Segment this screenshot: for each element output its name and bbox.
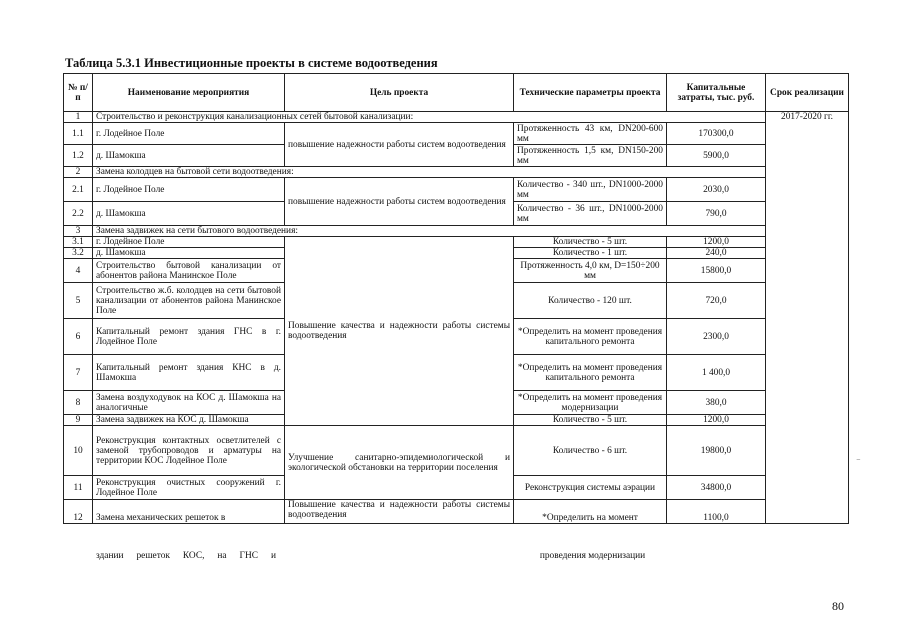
row-tech: *Определить на момент проведения модернизации xyxy=(514,391,667,415)
row-num: 5 xyxy=(64,283,93,319)
row-tech: Количество - 1 шт. xyxy=(514,248,667,259)
row-capex: 170300,0 xyxy=(667,123,766,145)
row-num: 3.2 xyxy=(64,248,93,259)
section-num: 2 xyxy=(64,167,93,178)
row-capex: 34800,0 xyxy=(667,476,766,500)
row-num: 9 xyxy=(64,415,93,426)
row-tech: Протяженность 4,0 км, D=150÷200 мм xyxy=(514,259,667,283)
row-tech: *Определить на момент проведения капитального ремонта xyxy=(514,319,667,355)
row-name: Строительство бытовой канализации от абонентов района Манинское Поле xyxy=(93,259,285,283)
row-tech: Количество - 6 шт. xyxy=(514,426,667,476)
row-tech: Протяженность 43 км, DN200-600 мм xyxy=(514,123,667,145)
row-name: г. Лодейное Поле xyxy=(93,237,285,248)
section-num: 3 xyxy=(64,226,93,237)
row-num: 7 xyxy=(64,355,93,391)
row-capex: 790,0 xyxy=(667,202,766,226)
section-row xyxy=(64,167,849,178)
row-capex: 2030,0 xyxy=(667,178,766,202)
row-tech: *Определить на момент xyxy=(514,500,667,524)
row-goal: Повышение качества и надежности работы системы водоотведения xyxy=(285,237,514,426)
row-tech: Реконструкция системы аэрации xyxy=(514,476,667,500)
row-name-continuation: здании решеток КОС, на ГНС и xyxy=(96,551,276,561)
row-num: 3.1 xyxy=(64,237,93,248)
row-capex: 720,0 xyxy=(667,283,766,319)
row-capex: 240,0 xyxy=(667,248,766,259)
row-goal: повышение надежности работы систем водоотведения xyxy=(285,178,514,226)
table-row xyxy=(64,426,849,476)
row-name: д. Шамокша xyxy=(93,202,285,226)
row-num: 1.2 xyxy=(64,145,93,167)
row-num: 8 xyxy=(64,391,93,415)
row-capex: 1 400,0 xyxy=(667,355,766,391)
section-title: Строительство и реконструкция канализационных сетей бытовой канализации: xyxy=(93,112,766,123)
row-tech: *Определить на момент проведения капитального ремонта xyxy=(514,355,667,391)
row-num: 1.1 xyxy=(64,123,93,145)
row-num: 2.1 xyxy=(64,178,93,202)
row-num: 2.2 xyxy=(64,202,93,226)
row-capex: 5900,0 xyxy=(667,145,766,167)
row-name: Замена механических решеток в xyxy=(93,500,285,524)
header-num: № п/п xyxy=(64,74,93,112)
row-tech: Количество - 36 шт., DN1000-2000 мм xyxy=(514,202,667,226)
row-capex: 380,0 xyxy=(667,391,766,415)
table-row xyxy=(64,123,849,145)
row-num: 11 xyxy=(64,476,93,500)
row-capex: 19800,0 xyxy=(667,426,766,476)
term-cell: 2017-2020 гг. xyxy=(766,112,849,524)
table-title: Таблица 5.3.1 Инвестиционные проекты в системе водоотведения xyxy=(65,56,438,70)
row-num: 6 xyxy=(64,319,93,355)
row-name: Капитальный ремонт здания КНС в д. Шамокша xyxy=(93,355,285,391)
row-name: д. Шамокша xyxy=(93,145,285,167)
row-tech-continuation: проведения модернизации xyxy=(539,551,646,561)
section-row xyxy=(64,226,849,237)
row-capex: 1100,0 xyxy=(667,500,766,524)
section-row xyxy=(64,112,849,123)
row-name: Капитальный ремонт здания ГНС в г. Лодейное Поле xyxy=(93,319,285,355)
row-name: Строительство ж.б. колодцев на сети бытовой канализации от абонентов района Манинское Поле xyxy=(93,283,285,319)
header-tech: Технические параметры проекта xyxy=(514,74,667,112)
header-term: Срок реализации xyxy=(766,74,849,112)
row-name: д. Шамокша xyxy=(93,248,285,259)
row-name: г. Лодейное Поле xyxy=(93,123,285,145)
row-goal: повышение надежности работы систем водоотведения xyxy=(285,123,514,167)
row-num: 4 xyxy=(64,259,93,283)
section-num: 1 xyxy=(64,112,93,123)
row-capex: 1200,0 xyxy=(667,237,766,248)
row-capex: 1200,0 xyxy=(667,415,766,426)
row-goal: Улучшение санитарно-эпидемиологической и экологической обстановки на территории поселения xyxy=(285,426,514,500)
page-number: 80 xyxy=(832,599,844,613)
header-name: Наименование мероприятия xyxy=(93,74,285,112)
row-name: Реконструкция очистных сооружений г. Лодейное Поле xyxy=(93,476,285,500)
section-title: Замена задвижек на сети бытового водоотведения: xyxy=(93,226,766,237)
scan-mark: ⁻ xyxy=(856,456,861,466)
table-row xyxy=(64,237,849,248)
table-header-row xyxy=(64,74,849,112)
row-capex: 15800,0 xyxy=(667,259,766,283)
header-capex: Капитальные затраты, тыс. руб. xyxy=(667,74,766,112)
row-goal: Повышение качества и надежности работы системы водоотведения xyxy=(285,500,514,524)
row-name: Реконструкция контактных осветлителей с заменой трубопроводов и арматуры на территории КОС Лодейное Поле xyxy=(93,426,285,476)
row-tech: Количество - 340 шт., DN1000-2000 мм xyxy=(514,178,667,202)
row-tech: Протяженность 1,5 км, DN150-200 мм xyxy=(514,145,667,167)
row-name: Замена воздуходувок на КОС д. Шамокша на аналогичные xyxy=(93,391,285,415)
header-goal: Цель проекта xyxy=(285,74,514,112)
row-name: г. Лодейное Поле xyxy=(93,178,285,202)
investment-projects-table xyxy=(63,73,849,524)
table-row xyxy=(64,500,849,524)
row-tech: Количество - 120 шт. xyxy=(514,283,667,319)
table-row xyxy=(64,178,849,202)
row-capex: 2300,0 xyxy=(667,319,766,355)
row-name: Замена задвижек на КОС д. Шамокша xyxy=(93,415,285,426)
row-tech: Количество - 5 шт. xyxy=(514,415,667,426)
row-tech: Количество - 5 шт. xyxy=(514,237,667,248)
section-title: Замена колодцев на бытовой сети водоотведения: xyxy=(93,167,766,178)
row-num: 12 xyxy=(64,500,93,524)
row-num: 10 xyxy=(64,426,93,476)
